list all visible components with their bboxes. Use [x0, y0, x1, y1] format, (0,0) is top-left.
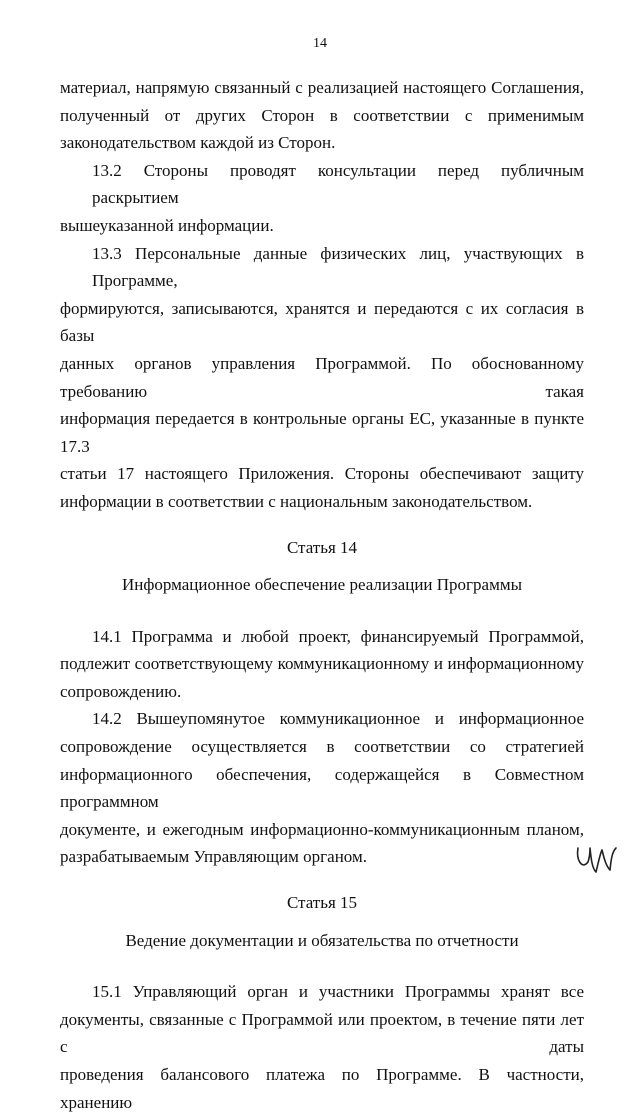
page-number: 14 [313, 36, 327, 51]
article-15-subtitle: Ведение документации и обязательства по отчетности [125, 930, 519, 950]
paragraph-15-1 [60, 978, 584, 1116]
handwritten-initials [574, 842, 622, 878]
text-line: документе, и ежегодным информационно-коммуникационным планом, [60, 819, 584, 839]
paragraph-continuation [60, 74, 584, 157]
text-line: вышеуказанной информации. [60, 215, 274, 235]
article-15-title: Статья 15 [286, 893, 358, 913]
text-line: данных органов управления Программой. По обоснованному требованию такая [60, 353, 584, 401]
text-line: подлежит соответствующему коммуникационному и информационному [60, 654, 584, 674]
text-line: информации в соответствии с национальным законодательством. [60, 491, 533, 511]
text-line: статьи 17 настоящего Приложения. Стороны обеспечивают защиту [60, 464, 584, 484]
text-line: информация передается в контрольные органы ЕС, указанные в пункте 17.3 [60, 409, 584, 456]
text-line: материал, напрямую связанный с реализацией настоящего Соглашения, [60, 78, 584, 97]
text-line: сопровождение осуществляется в соответствии со стратегией [60, 737, 584, 757]
paragraph-13-2 [60, 157, 584, 240]
text-line: разрабатываемым Управляющим органом. [60, 847, 367, 867]
text-line: полученный от других Сторон в соответствии с применимым [60, 105, 584, 125]
article-14-subtitle: Информационное обеспечение реализации Программы [121, 575, 523, 595]
text-line: 13.3 Персональные данные физических лиц, участвующих в Программе, [92, 243, 584, 291]
text-line: законодательством каждой из Сторон. [60, 133, 336, 153]
text-line: 14.2 Вышеупомянутое коммуникационное и информационное [92, 709, 584, 729]
page-content [60, 74, 584, 1116]
paragraph-14-1 [60, 623, 584, 706]
text-line: 15.1 Управляющий орган и участники Программы хранят все [92, 982, 584, 1002]
text-line: проведения балансового платежа по Программе. В частности, хранению [60, 1065, 584, 1112]
paragraph-14-2 [60, 705, 584, 871]
text-line: сопровождению. [60, 681, 182, 701]
article-14-title: Статья 14 [286, 537, 358, 557]
text-line: 14.1 Программа и любой проект, финансируемый Программой, [92, 626, 584, 646]
paragraph-13-3 [60, 240, 584, 516]
text-line: информационного обеспечения, содержащейся в Совместном программном [60, 764, 584, 812]
text-line: формируются, записываются, хранятся и передаются с их согласия в базы [60, 298, 584, 346]
text-line: документы, связанные с Программой или проектом, в течение пяти лет с даты [60, 1009, 584, 1057]
text-line: 13.2 Стороны проводят консультации перед публичным раскрытием [92, 160, 584, 208]
